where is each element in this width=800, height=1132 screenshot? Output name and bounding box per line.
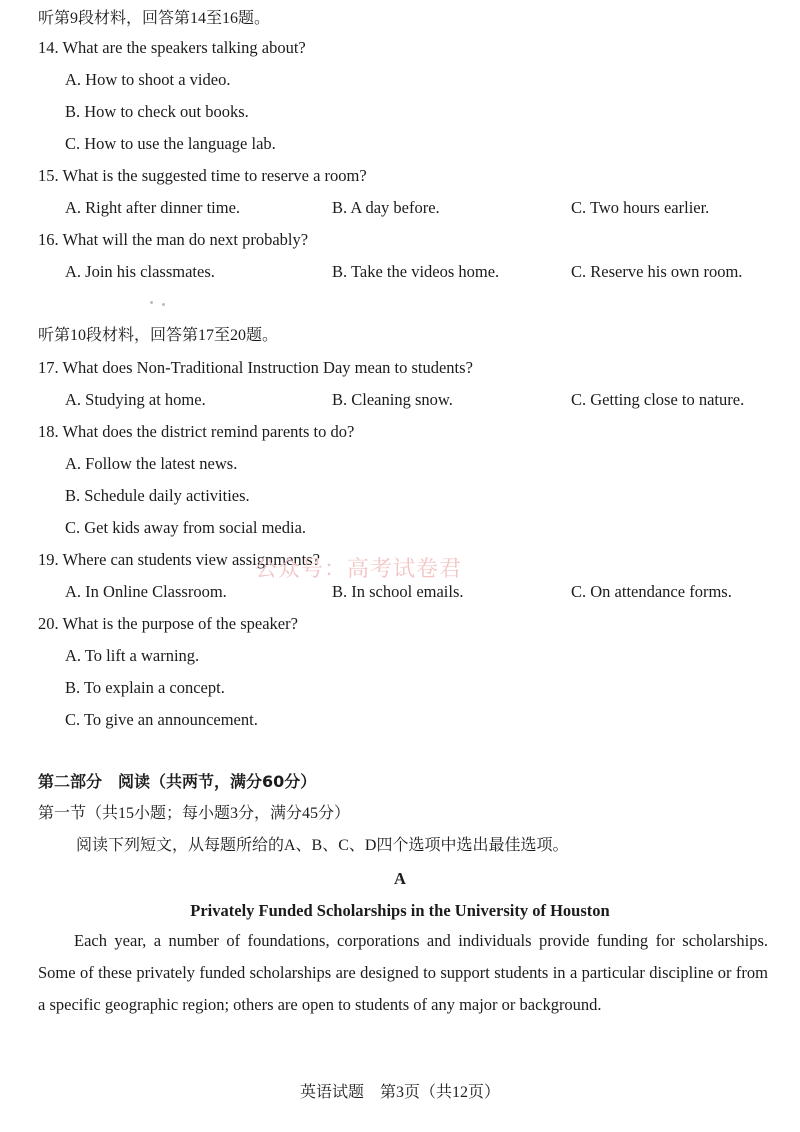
part2-title: 第二部分 阅读（共两节，满分60分） bbox=[38, 772, 317, 791]
scan-speck bbox=[150, 301, 153, 304]
question-14: 14. What are the speakers talking about? bbox=[38, 38, 306, 57]
passage-paragraph: Each year, a number of foundations, corporations and individuals provide funding for scholarships. Some of these privately funded scholarships are designed to support students in a particular discipline or from a specific geographic region; others are open to students of any major or background. bbox=[38, 931, 768, 1014]
reading-instruction: 阅读下列短文，从每题所给的A、B、C、D四个选项中选出最佳选项。 bbox=[76, 837, 569, 854]
question-16: 16. What will the man do next probably? bbox=[38, 230, 309, 249]
option-14-a: A. How to shoot a video. bbox=[65, 70, 231, 89]
scan-speck bbox=[162, 303, 165, 306]
option-20-c: C. To give an announcement. bbox=[65, 710, 258, 729]
option-19-a: A. In Online Classroom. bbox=[65, 582, 227, 601]
option-18-b: B. Schedule daily activities. bbox=[65, 486, 250, 505]
option-20-a: A. To lift a warning. bbox=[65, 646, 200, 665]
option-17-b: B. Cleaning snow. bbox=[332, 390, 453, 409]
option-18-c: C. Get kids away from social media. bbox=[65, 518, 307, 537]
question-17: 17. What does Non-Traditional Instruction Day mean to students? bbox=[38, 358, 473, 377]
option-14-b: B. How to check out books. bbox=[65, 102, 249, 121]
section1-title: 第一节（共15小题；每小题3分，满分45分） bbox=[38, 805, 351, 822]
question-18: 18. What does the district remind parents to do? bbox=[38, 422, 355, 441]
section-header-9: 听第9段材料，回答第14至16题。 bbox=[38, 10, 271, 27]
option-15-b: B. A day before. bbox=[332, 198, 440, 217]
watermark: 公众号：高考试卷君 bbox=[255, 557, 463, 582]
passage-title: Privately Funded Scholarships in the University of Houston bbox=[190, 901, 610, 920]
option-19-b: B. In school emails. bbox=[332, 582, 464, 601]
option-18-a: A. Follow the latest news. bbox=[65, 454, 238, 473]
option-16-c: C. Reserve his own room. bbox=[571, 262, 743, 281]
question-15: 15. What is the suggested time to reserve a room? bbox=[38, 166, 367, 185]
passage-label: A bbox=[394, 869, 406, 888]
option-17-c: C. Getting close to nature. bbox=[571, 390, 745, 409]
option-17-a: A. Studying at home. bbox=[65, 390, 206, 409]
option-15-c: C. Two hours earlier. bbox=[571, 198, 710, 217]
section-header-10: 听第10段材料，回答第17至20题。 bbox=[38, 327, 279, 344]
option-16-b: B. Take the videos home. bbox=[332, 262, 500, 281]
page-footer: 英语试题 第3页（共12页） bbox=[299, 1084, 500, 1101]
option-19-c: C. On attendance forms. bbox=[571, 582, 732, 601]
question-20: 20. What is the purpose of the speaker? bbox=[38, 614, 298, 633]
question-19: 19. Where can students view assignments? bbox=[38, 550, 320, 569]
option-16-a: A. Join his classmates. bbox=[65, 262, 215, 281]
option-15-a: A. Right after dinner time. bbox=[65, 198, 241, 217]
option-20-b: B. To explain a concept. bbox=[65, 678, 225, 697]
option-14-c: C. How to use the language lab. bbox=[65, 134, 276, 153]
